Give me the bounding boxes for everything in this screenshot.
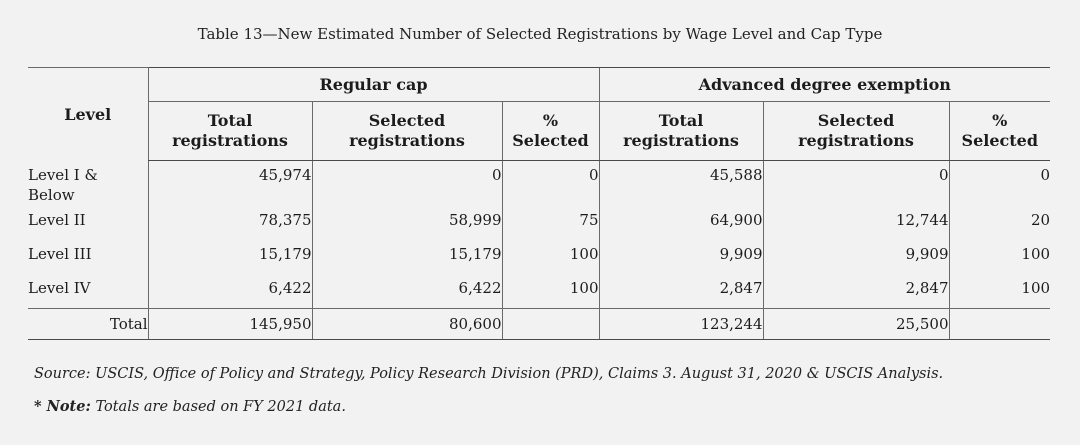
adv-pct-header: % Selected <box>949 102 1050 161</box>
adv-total-cell: 9,909 <box>599 240 763 274</box>
reg-selected-header: Selected registrations <box>312 102 502 161</box>
level-header: Level <box>28 68 148 161</box>
total-label: Total <box>28 309 148 340</box>
adv-selected-cell: 0 <box>763 161 949 207</box>
reg-pct-header: % Selected <box>502 102 599 161</box>
level-cell: Level IV <box>28 279 91 297</box>
reg-selected-cell: 15,179 <box>312 240 502 274</box>
level-cell: Level III <box>28 245 92 263</box>
adv-selected-sum: 25,500 <box>763 309 949 340</box>
reg-selected-cell: 0 <box>312 161 502 207</box>
reg-selected-sum: 80,600 <box>312 309 502 340</box>
adv-total-cell: 64,900 <box>599 206 763 240</box>
reg-total-cell: 45,974 <box>148 161 312 207</box>
reg-pct-cell: 0 <box>502 161 599 207</box>
adv-selected-cell: 2,847 <box>763 274 949 309</box>
reg-total-header: Total registrations <box>148 102 312 161</box>
adv-pct-cell: 100 <box>949 274 1050 309</box>
table-row <box>28 161 1050 207</box>
reg-pct-cell: 100 <box>502 274 599 309</box>
adv-pct-cell: 20 <box>949 206 1050 240</box>
reg-total-sum: 145,950 <box>148 309 312 340</box>
adv-pct-sum <box>949 309 1050 340</box>
reg-total-cell: 78,375 <box>148 206 312 240</box>
level-cell: Level I & Below <box>28 165 98 204</box>
adv-total-cell: 2,847 <box>599 274 763 309</box>
registrations-table <box>28 67 1050 340</box>
adv-total-sum: 123,244 <box>599 309 763 340</box>
level-cell: Level II <box>28 211 86 229</box>
reg-pct-cell: 75 <box>502 206 599 240</box>
table-row <box>28 240 1050 274</box>
adv-pct-cell: 100 <box>949 240 1050 274</box>
regular-cap-header: Regular cap <box>148 68 599 102</box>
reg-selected-cell: 58,999 <box>312 206 502 240</box>
table-row <box>28 274 1050 309</box>
reg-total-cell: 6,422 <box>148 274 312 309</box>
table-row <box>28 206 1050 240</box>
reg-pct-cell: 100 <box>502 240 599 274</box>
adv-selected-cell: 12,744 <box>763 206 949 240</box>
adv-total-header: Total registrations <box>599 102 763 161</box>
total-row <box>28 309 1050 340</box>
reg-selected-cell: 6,422 <box>312 274 502 309</box>
adv-selected-header: Selected registrations <box>763 102 949 161</box>
reg-total-cell: 15,179 <box>148 240 312 274</box>
note-text: Totals are based on FY 2021 data. <box>90 399 346 415</box>
table-title: Table 13—New Estimated Number of Selected Registrations by Wage Level and Cap Type <box>197 25 883 43</box>
footnote <box>34 398 346 415</box>
reg-pct-sum <box>502 309 599 340</box>
advanced-degree-header: Advanced degree exemption <box>599 68 1050 102</box>
source-note: Source: USCIS, Office of Policy and Strategy, Policy Research Division (PRD), Claims 3. August 31, 2020 & USCIS Analysis. <box>34 366 944 382</box>
note-prefix: * Note: <box>34 398 91 415</box>
adv-selected-cell: 9,909 <box>763 240 949 274</box>
adv-pct-cell: 0 <box>949 161 1050 207</box>
adv-total-cell: 45,588 <box>599 161 763 207</box>
